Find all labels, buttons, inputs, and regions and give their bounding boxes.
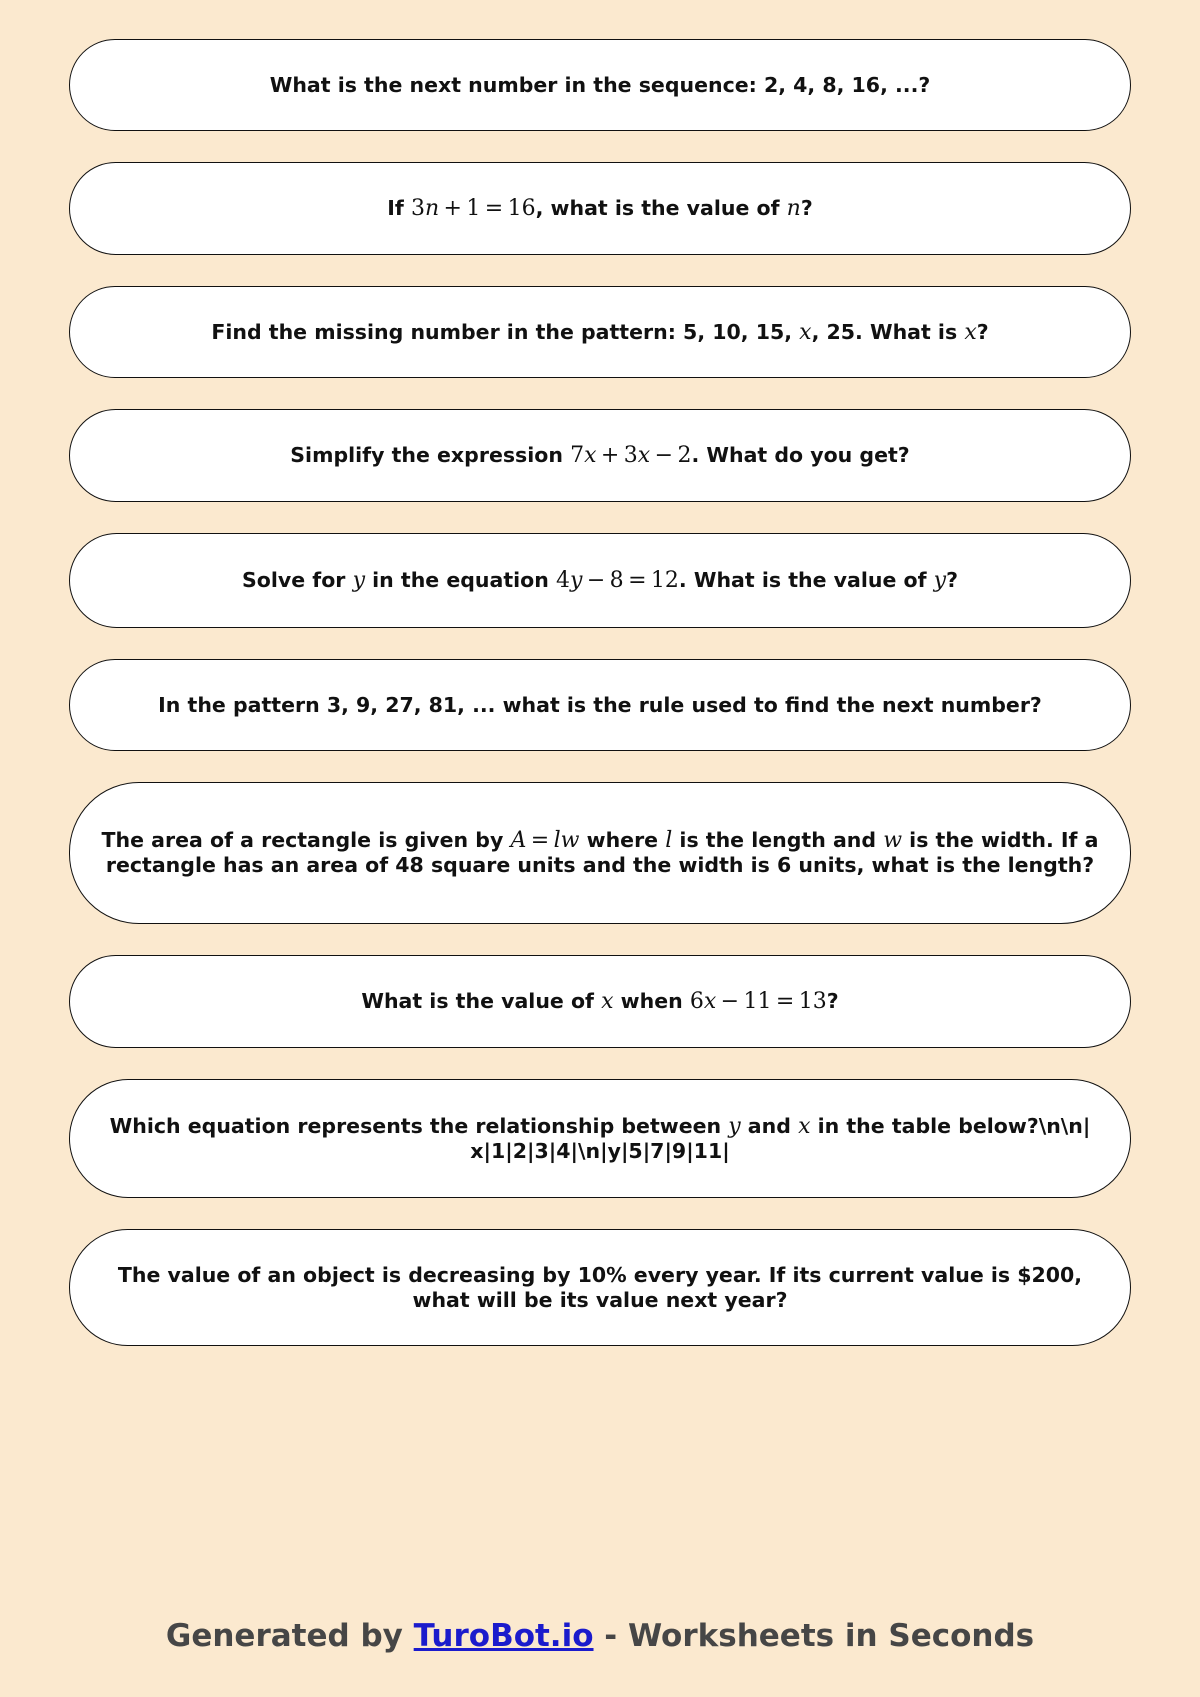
question-text-part: What is the value of [361,989,602,1013]
math-variable: l [665,828,673,853]
question-text-part: ? [800,196,813,220]
question-box [69,533,1131,628]
question-text-part: Solve for [242,568,353,592]
math-variable: y [728,1113,741,1139]
question-text-part: , what is the value of [535,196,787,220]
question-text-part: The value of an object is decreasing by 10% every year. If its current value is $200, what will be its value next year? [117,1262,1083,1312]
question-box [69,659,1131,751]
turobot-link[interactable]: TuroBot.io [413,1618,594,1654]
math-variable: x [799,319,812,345]
question-box [69,162,1131,255]
footer-prefix: Generated by [165,1618,414,1654]
question-text-part: What is the next number in the sequence: 2, 4, 8, 16, ...? [269,72,931,97]
math-variable: x [964,319,977,345]
math-variable: x [601,989,614,1014]
question-text [387,196,812,221]
question-text-part: is the width. If a rectangle has an area of 48 square units and the width is 6 units, what is the length? [105,828,1099,877]
math-variable: y [933,568,947,593]
question-box [69,39,1131,131]
math-expression: 7x + 3x − 2 [570,443,692,468]
question-text-part: ? [946,568,958,592]
question-box [69,286,1131,378]
question-text-part: ? [826,989,839,1013]
math-expression: 3n + 1 = 16 [410,196,536,221]
question-text-part: If [387,196,411,220]
question-text-part: ? [976,319,989,344]
question-text-part: The area of a rectangle is given by [101,828,511,852]
question-box [69,409,1131,502]
question-text-part: In the pattern 3, 9, 27, 81, ... what is the rule used to find the next number? [158,692,1042,717]
math-expression: A = lw [510,828,580,853]
question-text-part: Find the missing number in the pattern: 5, 10, 15, [211,319,800,344]
question-text-part: , 25. What is [811,319,965,344]
question-text-part: Which equation represents the relationship between [109,1113,729,1138]
question-text [96,1114,1104,1164]
math-variable: y [352,568,365,593]
question-text [96,828,1104,878]
question-text-part: in the table below?\n\n| x|1|2|3|4|\n|y|5|7|9|11| [470,1113,1091,1163]
footer [0,1618,1200,1654]
math-variable: n [786,196,801,221]
math-expression: 6x − 11 = 13 [689,989,827,1014]
question-box [69,1079,1131,1198]
question-text-part: is the length and [672,828,884,852]
question-text [242,568,958,593]
footer-suffix: - Worksheets in Seconds [593,1618,1035,1654]
question-box [69,955,1131,1048]
question-text [211,320,988,345]
math-variable: x [798,1113,811,1139]
question-text [290,443,909,468]
question-text-part: . What do you get? [691,443,910,467]
question-text-part: Simplify the expression [290,443,571,467]
question-text-part: in the equation [365,568,556,592]
question-text [96,1263,1104,1313]
question-text [361,989,838,1014]
question-text-part: where [579,828,666,852]
question-text-part: when [613,989,690,1013]
question-box [69,782,1131,924]
question-text [270,73,931,98]
question-text-part: . What is the value of [678,568,934,592]
math-expression: 4y − 8 = 12 [555,568,679,593]
question-box [69,1229,1131,1346]
math-variable: w [883,828,903,853]
question-text-part: and [740,1113,799,1138]
question-text [158,693,1042,718]
